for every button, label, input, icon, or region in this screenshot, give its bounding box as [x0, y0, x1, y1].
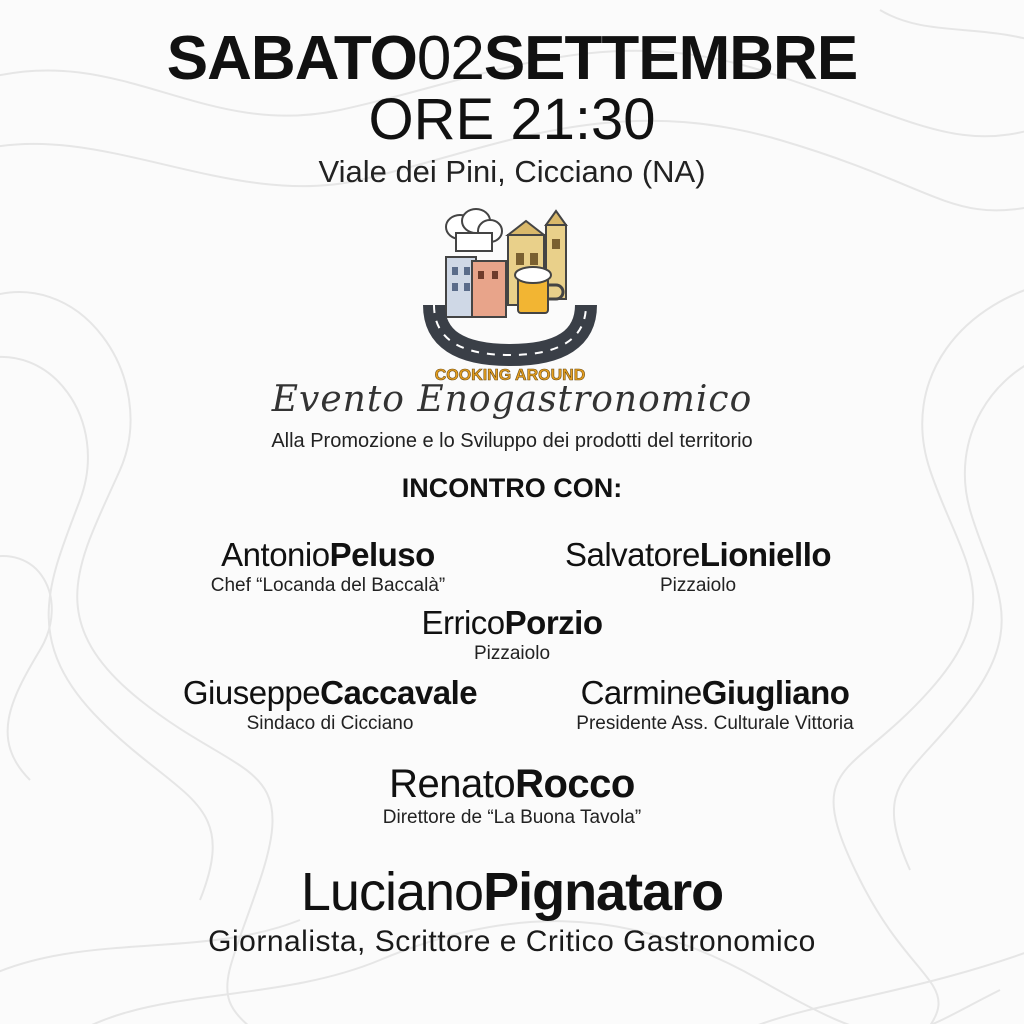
date-number: 02 — [416, 24, 484, 93]
guest-role: Chef “Locanda del Baccalà” — [210, 575, 446, 596]
guest-name — [0, 862, 1024, 922]
guest-first-name: Errico — [421, 604, 505, 641]
chef-hat-icon — [446, 209, 502, 251]
guest-last-name: Giugliano — [701, 674, 850, 711]
guest-role: Direttore de “La Buona Tavola” — [382, 807, 642, 828]
guest-name — [312, 762, 712, 806]
event-script-title: Evento Enogastronomico — [271, 379, 753, 420]
guest-first-name: Luciano — [300, 862, 484, 922]
guest-role: Sindaco di Cicciano — [246, 713, 414, 734]
guest-first-name: Antonio — [221, 536, 330, 573]
guest-last-name: Lioniello — [699, 536, 832, 573]
guest-last-name: Rocco — [515, 762, 635, 806]
guest-last-name: Pignataro — [483, 862, 724, 922]
event-tagline: Alla Promozione e lo Sviluppo dei prodotti del territorio — [271, 430, 753, 452]
guest-name — [150, 536, 506, 574]
day-label: SABATO — [166, 24, 417, 93]
event-date — [0, 24, 1024, 94]
guest-role: Pizzaiolo — [473, 643, 551, 664]
guest-role: Pizzaiolo — [659, 575, 737, 596]
month-label: SETTEMBRE — [483, 24, 858, 93]
guest-name — [125, 674, 535, 712]
guest-antonio-peluso — [150, 536, 506, 598]
guest-first-name: Carmine — [580, 674, 702, 711]
guest-name — [334, 604, 690, 642]
guest-first-name: Giuseppe — [182, 674, 321, 711]
guest-last-name: Peluso — [329, 536, 435, 573]
guest-last-name: Caccavale — [320, 674, 478, 711]
event-time: ORE 21:30 — [368, 87, 656, 152]
guest-last-name: Porzio — [504, 604, 603, 641]
guest-carmine-giugliano — [520, 674, 910, 736]
logo-text: COOKING AROUND — [434, 367, 586, 384]
guest-first-name: Salvatore — [564, 536, 700, 573]
guest-first-name: Renato — [389, 762, 516, 806]
guest-luciano-pignataro — [0, 862, 1024, 962]
guest-renato-rocco — [312, 762, 712, 830]
guest-name — [520, 536, 876, 574]
guest-role: Presidente Ass. Culturale Vittoria — [576, 713, 854, 734]
guest-errico-porzio — [334, 604, 690, 666]
guest-role: Giornalista, Scrittore e Critico Gastronomico — [208, 925, 816, 958]
meet-heading: INCONTRO CON: — [401, 473, 623, 503]
guest-salvatore-lioniello — [520, 536, 876, 598]
guest-name — [520, 674, 910, 712]
guest-giuseppe-caccavale — [125, 674, 535, 736]
event-location: Viale dei Pini, Cicciano (NA) — [318, 154, 706, 189]
cooking-around-logo — [420, 205, 600, 385]
